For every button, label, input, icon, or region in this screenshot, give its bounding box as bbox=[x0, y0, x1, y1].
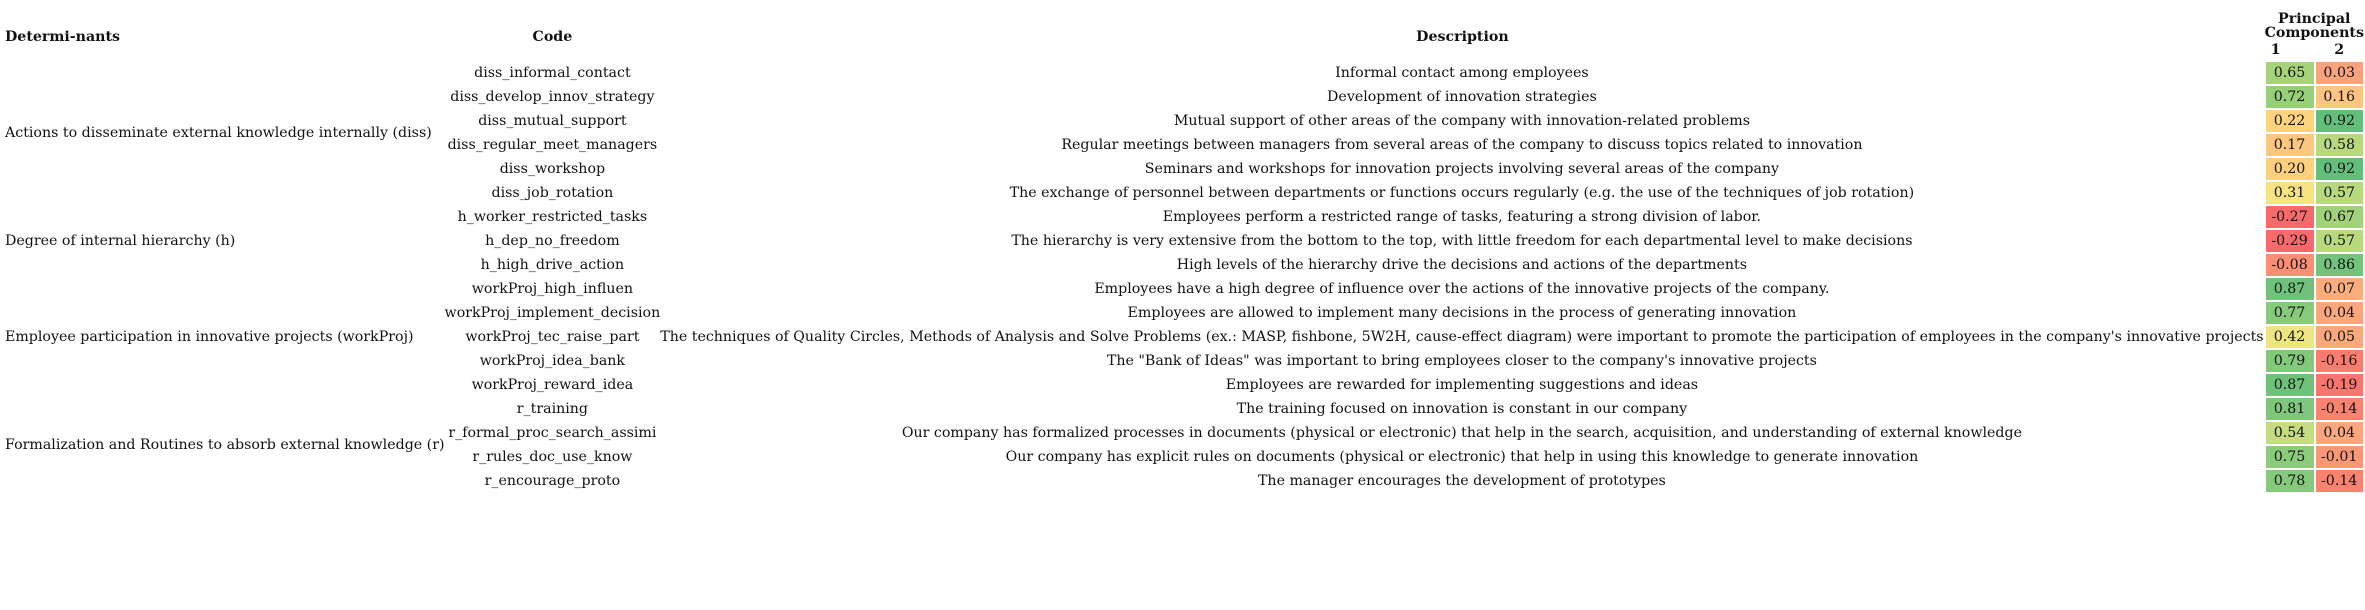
pc1-cell: 0.87 bbox=[2265, 277, 2315, 301]
description-cell: The training focused on innovation is constant in our company bbox=[1236, 401, 1688, 418]
pc1-cell: 0.22 bbox=[2265, 109, 2315, 133]
description-header: Description bbox=[1416, 28, 1509, 45]
pc2-cell: -0.01 bbox=[2315, 445, 2364, 469]
pc2-cell: -0.19 bbox=[2315, 373, 2364, 397]
table-row bbox=[5, 205, 2364, 229]
code-cell: r_rules_doc_use_know bbox=[472, 449, 633, 466]
code-cell: r_training bbox=[516, 401, 589, 418]
code-cell: h_high_drive_action bbox=[480, 257, 625, 274]
description-cell: Development of innovation strategies bbox=[1327, 89, 1597, 106]
pc1-cell: 0.78 bbox=[2265, 469, 2315, 493]
pc1-cell: 0.81 bbox=[2265, 397, 2315, 421]
pc1-cell: -0.08 bbox=[2265, 253, 2315, 277]
table-row bbox=[5, 277, 2364, 301]
description-cell: Our company has formalized processes in documents (physical or electronic) that help in the search, acquisition, and understanding of external knowledge bbox=[901, 425, 2022, 442]
determinant-cell-r: Formalization and Routines to absorb external knowledge (r) bbox=[5, 437, 445, 454]
pc1-cell: 0.75 bbox=[2265, 445, 2315, 469]
principal-components-table bbox=[5, 12, 2365, 494]
description-cell: Employees perform a restricted range of tasks, featuring a strong division of labor. bbox=[1162, 209, 1762, 226]
pc1-cell: 0.42 bbox=[2265, 325, 2315, 349]
pc2-cell: 0.92 bbox=[2315, 157, 2364, 181]
code-cell: diss_job_rotation bbox=[491, 185, 614, 202]
description-cell: The "Bank of Ideas" was important to bring employees closer to the company's innovative projects bbox=[1106, 353, 1817, 370]
description-cell: Seminars and workshops for innovation projects involving several areas of the company bbox=[1144, 161, 1780, 178]
code-cell: diss_develop_innov_strategy bbox=[450, 89, 655, 106]
code-cell: diss_informal_contact bbox=[474, 65, 631, 82]
description-cell: The hierarchy is very extensive from the bottom to the top, with little freedom for each departmental level to make decisions bbox=[1011, 233, 1913, 250]
code-cell: workProj_reward_idea bbox=[471, 377, 634, 394]
pc1-cell: 0.17 bbox=[2265, 133, 2315, 157]
pc2-cell: 0.07 bbox=[2315, 277, 2364, 301]
determinant-cell-workproj: Employee participation in innovative projects (workProj) bbox=[5, 329, 414, 346]
code-cell: diss_regular_meet_managers bbox=[447, 137, 658, 154]
pc1-cell: 0.31 bbox=[2265, 181, 2315, 205]
pc2-cell: -0.14 bbox=[2315, 469, 2364, 493]
code-cell: workProj_tec_raise_part bbox=[465, 329, 640, 346]
pc1-cell: 0.72 bbox=[2265, 85, 2315, 109]
table-row bbox=[5, 397, 2364, 421]
pc1-cell: 0.65 bbox=[2265, 61, 2315, 85]
pc2-cell: 0.05 bbox=[2315, 325, 2364, 349]
component-1-header: 1 bbox=[2270, 42, 2281, 59]
determinants-header: Determi-nants bbox=[5, 28, 121, 45]
description-cell: Employees have a high degree of influence over the actions of the innovative projects of the company. bbox=[1094, 281, 1830, 298]
determinant-cell-diss: Actions to disseminate external knowledge internally (diss) bbox=[5, 125, 432, 142]
description-cell: The manager encourages the development of prototypes bbox=[1257, 473, 1666, 490]
code-cell: h_worker_restricted_tasks bbox=[457, 209, 648, 226]
description-cell: The techniques of Quality Circles, Methods of Analysis and Solve Problems (ex.: MASP, fishbone, 5W2H, cause-effect diagram) were important to promote the participation of employees in the company's innovative projects bbox=[660, 329, 2264, 346]
table-body bbox=[5, 61, 2364, 493]
pc2-cell: 0.04 bbox=[2315, 301, 2364, 325]
code-header: Code bbox=[532, 28, 573, 45]
code-cell: r_encourage_proto bbox=[484, 473, 621, 490]
component-2-header: 2 bbox=[2334, 42, 2345, 59]
pc2-cell: 0.03 bbox=[2315, 61, 2364, 85]
code-cell: workProj_idea_bank bbox=[479, 353, 626, 370]
pc2-cell: 0.58 bbox=[2315, 133, 2364, 157]
determinant-cell-h: Degree of internal hierarchy (h) bbox=[5, 233, 236, 250]
pc2-cell: 0.92 bbox=[2315, 109, 2364, 133]
description-cell: Regular meetings between managers from several areas of the company to discuss topics related to innovation bbox=[1061, 137, 1863, 154]
pc2-cell: -0.14 bbox=[2315, 397, 2364, 421]
pc1-cell: 0.79 bbox=[2265, 349, 2315, 373]
pc2-cell: -0.16 bbox=[2315, 349, 2364, 373]
pc1-cell: 0.54 bbox=[2265, 421, 2315, 445]
code-cell: workProj_implement_decision bbox=[444, 305, 661, 322]
description-cell: Employees are rewarded for implementing suggestions and ideas bbox=[1225, 377, 1699, 394]
description-cell: The exchange of personnel between departments or functions occurs regularly (e.g. the use of the techniques of job rotation) bbox=[1009, 185, 1915, 202]
pc2-cell: 0.67 bbox=[2315, 205, 2364, 229]
pc1-cell: -0.27 bbox=[2265, 205, 2315, 229]
pc2-cell: 0.57 bbox=[2315, 181, 2364, 205]
code-cell: diss_workshop bbox=[499, 161, 606, 178]
description-cell: Employees are allowed to implement many decisions in the process of generating innovation bbox=[1127, 305, 1797, 322]
code-cell: diss_mutual_support bbox=[478, 113, 627, 130]
pc2-cell: 0.86 bbox=[2315, 253, 2364, 277]
pc1-cell: 0.77 bbox=[2265, 301, 2315, 325]
header-row bbox=[5, 12, 2364, 40]
code-cell: workProj_high_influen bbox=[471, 281, 633, 298]
pc1-cell: 0.87 bbox=[2265, 373, 2315, 397]
pc2-cell: 0.04 bbox=[2315, 421, 2364, 445]
description-cell: Informal contact among employees bbox=[1335, 65, 1589, 82]
principal-components-header: Principal Components bbox=[2264, 11, 2364, 42]
description-cell: Mutual support of other areas of the company with innovation-related problems bbox=[1173, 113, 1750, 130]
table-row bbox=[5, 61, 2364, 85]
code-cell: h_dep_no_freedom bbox=[485, 233, 620, 250]
pc2-cell: 0.57 bbox=[2315, 229, 2364, 253]
pc2-cell: 0.16 bbox=[2315, 85, 2364, 109]
code-cell: r_formal_proc_search_assimi bbox=[448, 425, 657, 442]
pc1-cell: -0.29 bbox=[2265, 229, 2315, 253]
pc1-cell: 0.20 bbox=[2265, 157, 2315, 181]
description-cell: Our company has explicit rules on documents (physical or electronic) that help in using this knowledge to generate innovation bbox=[1005, 449, 1919, 466]
description-cell: High levels of the hierarchy drive the decisions and actions of the departments bbox=[1176, 257, 1747, 274]
